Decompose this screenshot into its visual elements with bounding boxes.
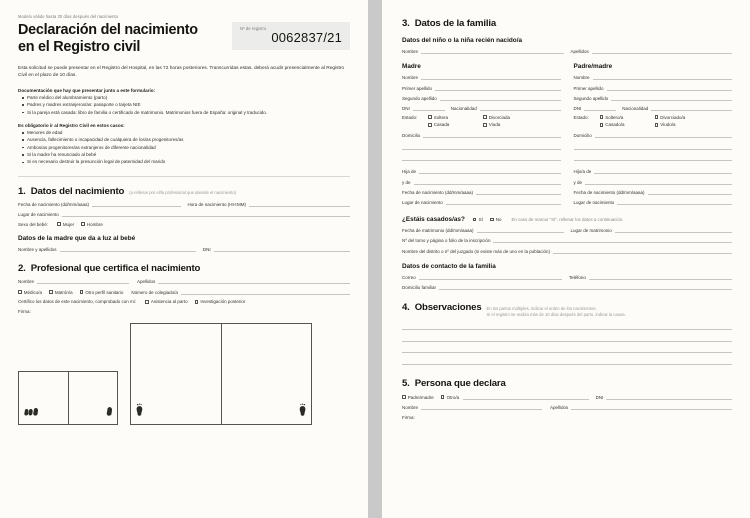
list-item: Si es necesario destruir la presunción legal de paternidad del marido	[27, 158, 350, 165]
list-item: Parte médico del alumbramiento (parto)	[27, 94, 350, 101]
thumbprints-icon	[23, 403, 39, 421]
checkbox-icon[interactable]	[428, 123, 432, 127]
license-number-label: Número de colegiado/a	[131, 289, 178, 295]
baby-data-heading: Datos del niño o la niña recién nacido/a	[402, 37, 523, 44]
section-2-title: Profesional que certifica el nacimiento	[30, 262, 201, 274]
father-status-married[interactable]	[600, 122, 648, 127]
form-page-1	[0, 0, 368, 518]
father-surname2-field[interactable]	[574, 94, 733, 101]
declarer-name-input[interactable]	[421, 403, 542, 410]
father-address-field[interactable]	[574, 131, 733, 138]
declarer-option-parent[interactable]	[402, 395, 434, 400]
father-parent2-input[interactable]	[585, 178, 732, 185]
mother-parent1-field[interactable]	[402, 167, 561, 174]
section-5-title: Persona que declara	[414, 377, 506, 389]
declarer-row	[402, 393, 732, 400]
mother-status-single-label: Soltera	[433, 114, 449, 120]
father-name-label: Nombre	[573, 75, 590, 81]
footprint-icon	[298, 403, 307, 421]
father-address-line-2[interactable]	[574, 142, 733, 150]
section-1-note: (a rellenar por el/la profesional que atiende el nacimiento)	[129, 189, 237, 195]
checkbox-icon[interactable]	[57, 222, 61, 226]
registration-number: 0062837/21	[271, 30, 342, 45]
marriage-datetime-row	[402, 226, 732, 233]
father-address-label: Domicilio	[573, 133, 592, 139]
declarer-other-input[interactable]	[463, 393, 589, 400]
baby-sex-option-female[interactable]	[57, 222, 74, 227]
baby-sex-option-female-label: Mujer	[62, 221, 75, 227]
observations-line-3[interactable]	[402, 345, 732, 353]
baby-footprint-cell-left[interactable]	[131, 324, 221, 424]
father-nationality-input[interactable]	[651, 104, 732, 111]
father-birthplace-input[interactable]	[617, 198, 732, 205]
father-birthdate-field[interactable]	[574, 188, 733, 195]
observations-line-1[interactable]	[402, 322, 732, 330]
certify-row	[18, 299, 350, 304]
mother-dni-nationality-row	[402, 104, 561, 111]
father-birthdate-label: Fecha de nacimiento (dd/mm/aaaa)	[573, 189, 645, 195]
mother-parent2-field[interactable]	[402, 178, 561, 185]
father-dni-nationality-row	[574, 104, 733, 111]
certify-option-attendance-label: Asistencia al parto	[150, 299, 188, 305]
mother-nationality-input[interactable]	[480, 104, 561, 111]
checkbox-icon[interactable]	[490, 218, 494, 222]
section-1-header	[18, 186, 350, 197]
mother-surname1-field[interactable]	[402, 84, 561, 91]
list-item: Menores de edad	[27, 129, 350, 136]
section-4-note-line-1: En los partos múltiples, indicar el orden de los nacimientos.	[486, 305, 597, 311]
section-5-number: 5.	[402, 377, 410, 389]
mother-dni-label: DNI	[202, 246, 211, 252]
mother-name-field[interactable]	[402, 73, 561, 80]
father-dni-input[interactable]	[584, 104, 616, 111]
observations-line-4[interactable]	[402, 357, 732, 365]
mother-dni-input[interactable]	[214, 245, 350, 252]
mother-surname1-label: Primer apellido	[402, 85, 433, 91]
checkbox-icon[interactable]	[473, 218, 477, 222]
baby-surname-label: Apellidos	[570, 49, 589, 55]
checkbox-icon[interactable]	[18, 290, 22, 294]
obligatory-heading: Es obligatorio ir al Registro Civil en estos casos:	[18, 122, 125, 128]
mother-parent1-input[interactable]	[419, 167, 560, 174]
certify-option-investigation-label: Investigación posterior	[200, 299, 246, 305]
contact-phone-label: Teléfono	[568, 274, 586, 280]
mother-birthplace-label: Lugar de nacimiento	[402, 200, 443, 205]
mother-column	[402, 63, 561, 205]
list-item: Padres y madres extranjeros/as: pasaporte o tarjeta NIE	[27, 101, 350, 108]
checkbox-icon[interactable]	[655, 123, 659, 127]
baby-sex-option-male[interactable]	[81, 222, 103, 227]
section-2-number: 2.	[18, 262, 26, 274]
checkbox-icon[interactable]	[483, 115, 487, 119]
documentation-heading: Documentación que hay que presentar junto a este formulario:	[18, 87, 156, 93]
father-status-divorced[interactable]	[655, 115, 686, 120]
baby-name-row	[402, 47, 732, 54]
list-item: Si la pareja está casada: libro de familia o certificado de matrimonio. Matrimonios fuera de España: original y traducido.	[27, 109, 350, 116]
thumbprint-icon	[105, 403, 113, 421]
mother-address-line-3[interactable]	[402, 153, 561, 161]
birth-date-field[interactable]	[18, 200, 181, 207]
declarer-option-other-label: Otro/a	[446, 394, 460, 400]
checkbox-icon[interactable]	[195, 300, 199, 304]
professional-name-input[interactable]	[37, 277, 129, 284]
father-status-single-label: Soltero/a	[605, 114, 624, 120]
section-5-header	[402, 378, 732, 389]
declarer-option-parent-label: Padre/madre	[407, 394, 434, 400]
father-surname1-field[interactable]	[574, 84, 733, 91]
observations-line-2[interactable]	[402, 334, 732, 342]
birth-time-field[interactable]	[188, 200, 351, 207]
checkbox-icon[interactable]	[80, 290, 84, 294]
validity-note: Modelo válido hasta 30 días después del nacimiento	[18, 14, 119, 19]
mother-fingerprint-cell-right[interactable]	[68, 372, 117, 424]
mother-address-input[interactable]	[423, 131, 560, 138]
checkbox-icon[interactable]	[655, 115, 659, 119]
declarer-dni-input[interactable]	[606, 393, 732, 400]
contact-address-label: Domicilio familiar	[402, 284, 437, 290]
marriage-volume-label: Nº del tomo y página o folio de la inscripción	[402, 238, 491, 244]
married-option-yes[interactable]	[473, 217, 483, 222]
license-number-input[interactable]	[181, 288, 350, 295]
certify-text: Certifico los datos de este nacimiento, comprobado con mi:	[18, 299, 137, 305]
mother-address-field[interactable]	[402, 131, 561, 138]
checkbox-icon[interactable]	[600, 115, 604, 119]
mother-surname2-input[interactable]	[440, 94, 561, 101]
marriage-volume-input[interactable]	[493, 236, 732, 243]
list-item: Ausencia, fallecimiento o incapacidad de cualquiera de los/as progenitores/as	[27, 136, 350, 143]
father-surname2-label: Segundo apellido	[573, 95, 609, 101]
declarer-name-label: Nombre	[402, 404, 419, 410]
father-parent2-field[interactable]	[574, 178, 733, 185]
professional-signature-label: Firma:	[18, 309, 31, 315]
checkbox-icon[interactable]	[428, 115, 432, 119]
baby-footprint-box[interactable]	[130, 323, 312, 425]
certify-option-attendance[interactable]	[145, 299, 188, 304]
father-birthplace-label: Lugar de nacimiento	[573, 200, 615, 205]
registration-number-box	[232, 22, 350, 50]
birth-time-input[interactable]	[249, 200, 350, 207]
mother-name-row	[18, 245, 350, 252]
marriage-district-field[interactable]	[402, 247, 732, 254]
father-parent1-field[interactable]	[574, 167, 733, 174]
contact-phone-input[interactable]	[589, 273, 732, 280]
footprint-icon	[135, 403, 144, 421]
marriage-place-field[interactable]	[571, 226, 733, 233]
father-parent2-label: y de	[573, 179, 583, 185]
declarer-signature-label: Firma:	[402, 414, 415, 420]
father-status-widow-label: Viudo/a	[660, 122, 676, 128]
print-boxes	[18, 323, 350, 425]
mother-birthdate-label: Fecha de nacimiento (dd/mm/aaaa)	[402, 189, 474, 195]
birth-date-input[interactable]	[92, 200, 180, 207]
marriage-date-field[interactable]	[402, 226, 564, 233]
mother-heading: Madre	[402, 63, 421, 71]
married-option-no-label: No	[495, 217, 502, 222]
form-page-2	[382, 0, 750, 518]
father-nationality-label: Nacionalidad	[622, 105, 649, 111]
section-4-header	[402, 302, 732, 317]
title-line-1: Declaración del nacimiento	[18, 22, 198, 38]
baby-name-field[interactable]	[402, 47, 564, 54]
section-3-header	[402, 18, 732, 29]
father-column	[574, 63, 733, 205]
father-name-input[interactable]	[593, 73, 732, 80]
divider	[18, 176, 350, 177]
birth-place-input[interactable]	[62, 210, 350, 217]
baby-name-label: Nombre	[402, 49, 419, 55]
marriage-place-label: Lugar de matrimonio	[570, 228, 612, 234]
mother-status-widow[interactable]	[483, 122, 500, 127]
marriage-date-label: Fecha de matrimonio (dd/mm/aaaa)	[402, 228, 474, 234]
checkbox-icon[interactable]	[81, 222, 85, 226]
marriage-place-input[interactable]	[615, 226, 732, 233]
section-4-number: 4.	[402, 301, 410, 313]
mother-birthdate-field[interactable]	[402, 188, 561, 195]
mother-surname1-input[interactable]	[435, 84, 560, 91]
checkbox-icon[interactable]	[600, 123, 604, 127]
declarer-name-row	[402, 403, 732, 410]
father-status-divorced-label: Divorciado/a	[660, 114, 686, 120]
declarer-option-other[interactable]	[441, 395, 459, 400]
mother-nationality-label: Nacionalidad	[450, 105, 477, 111]
mother-address-line-2[interactable]	[402, 142, 561, 150]
mother-parent2-label: y de	[402, 179, 411, 185]
mother-name-input[interactable]	[421, 73, 560, 80]
birth-datetime-row	[18, 200, 350, 207]
contact-address-input[interactable]	[439, 283, 732, 290]
title-line-2: en el Registro civil	[18, 38, 141, 55]
contact-address-field[interactable]	[402, 283, 732, 290]
birth-place-field[interactable]	[18, 210, 350, 217]
observations-lines[interactable]	[402, 322, 732, 365]
mother-fingerprint-box[interactable]	[18, 371, 118, 425]
section-3-title: Datos de la familia	[414, 18, 497, 29]
mother-status-married[interactable]	[428, 122, 476, 127]
section-3-number: 3.	[402, 18, 410, 29]
father-status-single[interactable]	[600, 115, 648, 120]
mother-dni-label: DNI	[402, 105, 410, 111]
contact-email-label: Correo	[402, 274, 416, 280]
father-birthdate-input[interactable]	[648, 188, 732, 195]
registration-label: Nº de registro	[240, 26, 267, 31]
page-title	[18, 22, 198, 56]
mother-birthplace-field[interactable]	[402, 198, 561, 205]
birth-time-label: Hora de nacimiento (HH:MM)	[187, 201, 247, 207]
declarer-dni-label: DNI	[595, 394, 604, 400]
father-status-row2	[574, 122, 733, 127]
professional-surname-label: Apellidos	[137, 278, 156, 284]
marriage-volume-field[interactable]	[402, 236, 732, 243]
mother-status-divorced-label: Divorciada	[488, 114, 511, 120]
father-surname1-label: Primer apellido	[573, 85, 604, 91]
baby-sex-label: Sexo del bebé:	[18, 221, 49, 227]
section-4-note	[487, 306, 626, 317]
checkbox-icon[interactable]	[483, 123, 487, 127]
married-note: En caso de marcar "Sí", rellenar los datos a continuación.	[511, 217, 624, 222]
mother-parent1-label: Hija de	[402, 169, 417, 175]
mother-fingerprint-cell-left[interactable]	[19, 372, 68, 424]
mother-parent2-input[interactable]	[414, 178, 561, 185]
mother-name-input[interactable]	[60, 245, 196, 252]
married-option-no[interactable]	[490, 217, 502, 222]
mother-status-widow-label: Viuda	[488, 122, 501, 128]
mother-status-label: Estado:	[402, 114, 418, 120]
section-1-number: 1.	[18, 185, 26, 197]
married-question-row	[402, 216, 732, 223]
mother-surname2-field[interactable]	[402, 94, 561, 101]
married-question: ¿Estáis casados/as?	[402, 216, 465, 223]
mother-dni-input[interactable]	[413, 104, 445, 111]
profile-option-other-label: Otro perfil sanitario	[85, 289, 124, 295]
baby-sex-option-male-label: Hombre	[86, 221, 103, 227]
marriage-date-input[interactable]	[477, 226, 564, 233]
mother-address-label: Domicilio	[402, 133, 421, 139]
mother-status-row2	[402, 122, 561, 127]
father-surname1-input[interactable]	[607, 84, 732, 91]
list-item: Si la madre ha renunciado al bebé	[27, 151, 350, 158]
contact-heading: Datos de contacto de la familia	[402, 262, 496, 270]
baby-surname-input[interactable]	[592, 47, 732, 54]
declarer-surname-label: Apellidos	[550, 404, 569, 410]
father-parent1-input[interactable]	[594, 167, 732, 174]
mother-data-heading: Datos de la madre que da a luz al bebé	[18, 234, 136, 242]
mother-birthplace-input[interactable]	[446, 198, 561, 205]
profile-option-other[interactable]	[80, 290, 124, 295]
obligatory-list	[18, 129, 350, 166]
certify-option-investigation[interactable]	[195, 299, 246, 304]
baby-name-input[interactable]	[421, 47, 563, 54]
marriage-district-label: Nombre del distrito o nº del juzgado (si existe más de uno en la población)	[402, 248, 550, 254]
checkbox-icon[interactable]	[441, 395, 445, 399]
mother-name-label: Nombre y apellidos	[18, 246, 57, 252]
mother-status-divorced[interactable]	[483, 115, 510, 120]
baby-footprint-cell-right[interactable]	[221, 324, 311, 424]
father-address-line-3[interactable]	[574, 153, 733, 161]
section-4-note-line-2: Si el registro se realiza más de 10 días después del parto, indicar la causa.	[486, 311, 626, 317]
checkbox-icon[interactable]	[402, 395, 406, 399]
contact-email-phone-row	[402, 273, 732, 280]
section-1-title: Datos del nacimiento	[30, 185, 125, 197]
father-status-label: Estado:	[573, 114, 589, 120]
baby-surname-field[interactable]	[571, 47, 733, 54]
professional-name-label: Nombre	[18, 278, 35, 284]
father-address-input[interactable]	[595, 131, 732, 138]
father-status-widow[interactable]	[655, 122, 676, 127]
marriage-district-input[interactable]	[553, 247, 732, 254]
mother-birthdate-input[interactable]	[476, 188, 560, 195]
birth-place-label: Lugar de nacimiento	[18, 212, 59, 218]
profile-option-midwife[interactable]	[49, 290, 73, 295]
father-parent1-label: Hijo/a de	[573, 169, 592, 175]
profile-option-midwife-label: Matrón/a	[54, 289, 73, 295]
checkbox-icon[interactable]	[49, 290, 53, 294]
birth-date-label: Fecha de nacimiento (dd/mm/aaaa)	[18, 201, 90, 207]
documentation-list	[18, 94, 350, 116]
mother-status-single[interactable]	[428, 115, 476, 120]
mother-surname2-label: Segundo apellido	[402, 95, 437, 101]
page-gap	[368, 0, 382, 518]
mother-name-label: Nombre	[402, 75, 419, 81]
checkbox-icon[interactable]	[145, 300, 149, 304]
parents-columns	[402, 63, 732, 205]
mother-status-married-label: Casada	[433, 122, 450, 128]
father-status-row1	[574, 115, 733, 120]
baby-sex-row	[18, 222, 350, 227]
professional-name-row	[18, 277, 350, 284]
section-2-header	[18, 263, 350, 274]
professional-profile-row	[18, 288, 350, 295]
father-dni-label: DNI	[573, 105, 582, 111]
father-status-married-label: Casado/a	[605, 122, 625, 128]
father-heading: Padre/madre	[573, 63, 613, 71]
married-option-yes-label: Sí	[478, 217, 483, 222]
declarer-surname-input[interactable]	[571, 403, 732, 410]
father-birthplace-field[interactable]	[574, 198, 733, 205]
profile-option-doctor-label: Médico/a	[23, 289, 43, 295]
professional-surname-input[interactable]	[158, 277, 350, 284]
father-surname2-input[interactable]	[611, 94, 732, 101]
list-item: Ambos/as progenitores/as extranjeros de diferente nacionalidad	[27, 144, 350, 151]
section-4-title: Observaciones	[414, 301, 482, 313]
contact-email-input[interactable]	[419, 273, 562, 280]
father-name-field[interactable]	[574, 73, 733, 80]
profile-option-doctor[interactable]	[18, 290, 42, 295]
intro-paragraph: Esta solicitud se puede presentar en el Registro del Hospital, en las 72 horas posteriores. Transcurridas estas, deberá acudir presencialmente al Registro Civil en el plazo de 10 días.	[18, 65, 345, 79]
mother-status-row1	[402, 115, 561, 120]
